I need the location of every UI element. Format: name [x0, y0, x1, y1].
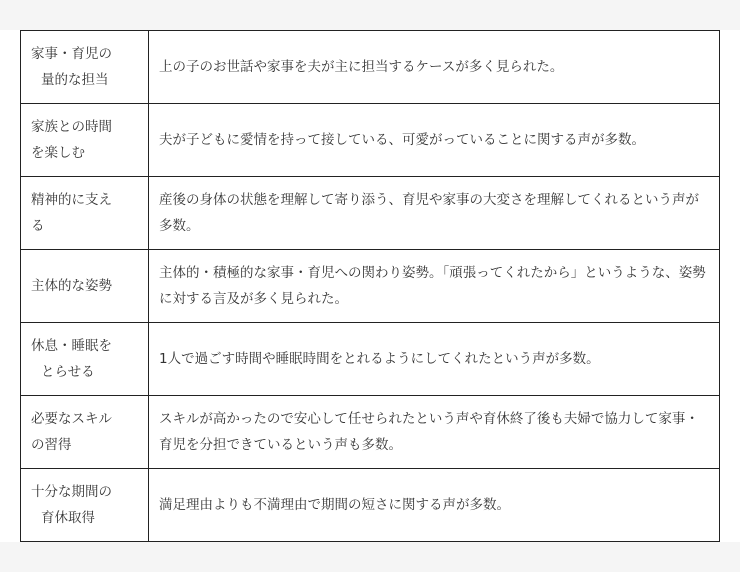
description-cell: 上の子のお世話や家事を夫が主に担当するケースが多く見られた。: [149, 31, 720, 104]
category-cell: [21, 323, 149, 396]
table-row: [21, 104, 720, 177]
category-label-line: の習得: [31, 437, 72, 453]
category-cell: [21, 31, 149, 104]
category-label-line: 家族との時間: [31, 119, 112, 135]
document-page: [0, 30, 740, 542]
category-label-line: 精神的に支え: [31, 192, 112, 208]
category-label-line: 育休取得: [41, 510, 95, 526]
description-cell: 夫が子どもに愛情を持って接している、可愛がっていることに関する声が多数。: [149, 104, 720, 177]
description-cell: 1人で過ごす時間や睡眠時間をとれるようにしてくれたという声が多数。: [149, 323, 720, 396]
table-row: [21, 177, 720, 250]
category-label-line: る: [31, 218, 45, 234]
description-cell: 満足理由よりも不満理由で期間の短さに関する声が多数。: [149, 469, 720, 542]
category-cell: [21, 469, 149, 542]
category-label-line: 主体的な姿勢: [31, 278, 112, 294]
findings-table: [20, 30, 720, 542]
category-cell: [21, 250, 149, 323]
category-cell: [21, 104, 149, 177]
table-row: [21, 323, 720, 396]
category-cell: [21, 177, 149, 250]
table-row: [21, 31, 720, 104]
description-cell: スキルが高かったので安心して任せられたという声や育休終了後も夫婦で協力して家事・育児を分担できているという声も多数。: [149, 396, 720, 469]
category-label-line: 家事・育児の: [31, 46, 112, 62]
category-label-line: 必要なスキル: [31, 411, 112, 427]
table-row: [21, 250, 720, 323]
category-cell: [21, 396, 149, 469]
description-cell: 産後の身体の状態を理解して寄り添う、育児や家事の大変さを理解してくれるという声が多数。: [149, 177, 720, 250]
category-label-line: 休息・睡眠を: [31, 338, 112, 354]
category-label-line: 十分な期間の: [31, 484, 112, 500]
table-row: [21, 396, 720, 469]
category-label-line: を楽しむ: [31, 145, 85, 161]
table-row: [21, 469, 720, 542]
category-label-line: とらせる: [41, 364, 95, 380]
category-label-line: 量的な担当: [41, 72, 109, 88]
description-cell: 主体的・積極的な家事・育児への関わり姿勢。「頑張ってくれたから」というような、姿勢に対する言及が多く見られた。: [149, 250, 720, 323]
